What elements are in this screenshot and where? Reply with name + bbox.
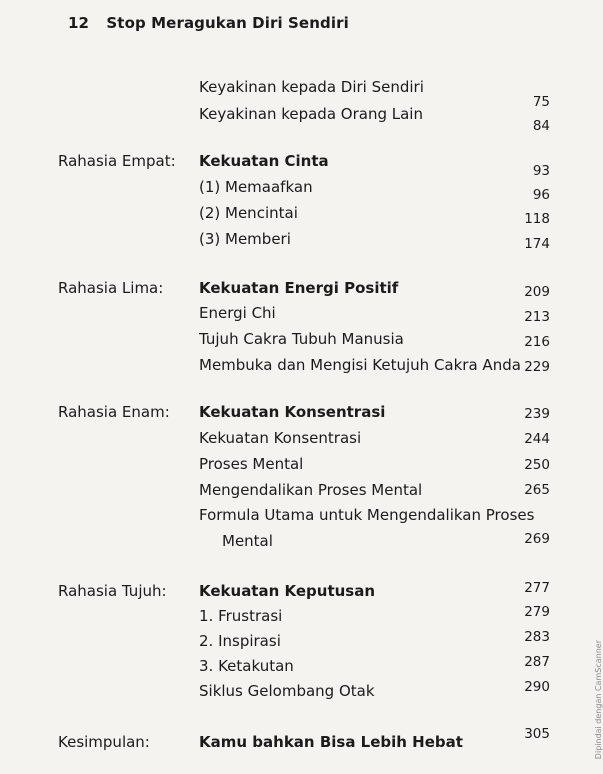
section-label: Rahasia Tujuh: <box>58 582 167 600</box>
toc-page: 279 <box>524 604 550 620</box>
running-header <box>68 14 349 32</box>
toc-page: 265 <box>524 482 550 498</box>
toc-page: 250 <box>524 457 550 473</box>
toc-page: 229 <box>524 359 550 375</box>
toc-page: 305 <box>524 726 550 742</box>
section-title: Kamu bahkan Bisa Lebih Hebat <box>199 733 463 751</box>
toc-page: 287 <box>524 654 550 670</box>
toc-entry: Siklus Gelombang Otak <box>199 682 375 700</box>
toc-entry: 2. Inspirasi <box>199 632 281 650</box>
scanner-watermark: Dipindai dengan CamScanner <box>594 640 603 760</box>
section-title: Kekuatan Keputusan <box>199 582 376 600</box>
toc-page: 244 <box>524 431 550 447</box>
toc-page: 239 <box>524 406 550 422</box>
section-title: Kekuatan Konsentrasi <box>199 403 386 421</box>
toc-page: 277 <box>524 580 550 596</box>
toc-entry: (1) Memaafkan <box>199 178 313 196</box>
toc-entry: Keyakinan kepada Diri Sendiri <box>199 78 424 96</box>
toc-entry: Proses Mental <box>199 455 304 473</box>
toc-page: 84 <box>532 118 550 134</box>
toc-page: 269 <box>524 531 550 547</box>
section-label: Kesimpulan: <box>58 733 150 751</box>
section-label: Rahasia Lima: <box>58 279 164 297</box>
toc-entry: Kekuatan Konsentrasi <box>199 429 362 447</box>
toc-page: 174 <box>524 236 550 252</box>
toc-page: 93 <box>532 163 550 179</box>
toc-entry: 3. Ketakutan <box>199 657 294 675</box>
book-title: Stop Meragukan Diri Sendiri <box>106 14 349 32</box>
section-title: Kekuatan Energi Positif <box>199 279 399 297</box>
toc-entry-continuation: Mental <box>222 532 273 550</box>
toc-entry: Tujuh Cakra Tubuh Manusia <box>199 330 404 348</box>
toc-page: 213 <box>524 309 550 325</box>
toc-entry: Mengendalikan Proses Mental <box>199 481 423 499</box>
section-label: Rahasia Enam: <box>58 403 170 421</box>
toc-page: 216 <box>524 334 550 350</box>
toc-page: 96 <box>532 187 550 203</box>
toc-page: 290 <box>524 679 550 695</box>
toc-entry: Energi Chi <box>199 304 276 322</box>
toc-entry: (2) Mencintai <box>199 204 298 222</box>
toc-entry: 1. Frustrasi <box>199 607 283 625</box>
toc-entry: Keyakinan kepada Orang Lain <box>199 105 423 123</box>
toc-page: 209 <box>524 284 550 300</box>
toc-page: 283 <box>524 629 550 645</box>
section-title: Kekuatan Cinta <box>199 152 329 170</box>
toc-page: 75 <box>532 94 550 110</box>
toc-page: 118 <box>524 211 550 227</box>
section-label: Rahasia Empat: <box>58 152 176 170</box>
toc-entry: Membuka dan Mengisi Ketujuh Cakra Anda <box>199 356 521 374</box>
toc-entry: (3) Memberi <box>199 230 291 248</box>
toc-entry: Formula Utama untuk Mengendalikan Proses <box>199 506 535 524</box>
page-number: 12 <box>68 14 90 32</box>
